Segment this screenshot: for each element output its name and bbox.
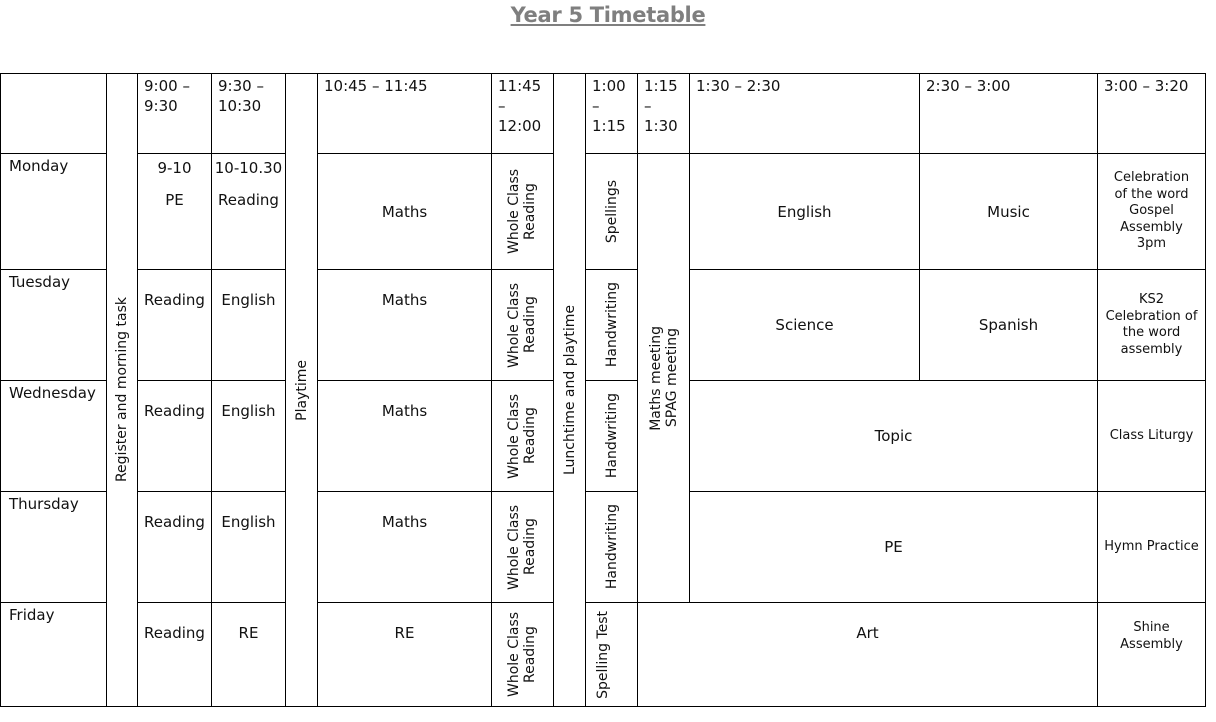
tuesday-c10-cell: Spanish <box>919 269 1098 381</box>
monday-c1-subject: PE <box>165 191 184 209</box>
tuesday-c5-subject: Whole Class Reading <box>505 282 538 368</box>
register-label: Register and morning task <box>114 297 130 483</box>
header-time-0130: 1:30 – 2:30 <box>689 73 920 154</box>
monday-c5-cell <box>491 153 554 270</box>
header-time-0300: 3:00 – 3:20 <box>1097 73 1206 154</box>
thursday-c7-subject: Handwriting <box>603 504 620 590</box>
lunchtime-column <box>553 73 586 707</box>
thursday-c9-cell: PE <box>689 491 1098 603</box>
wednesday-c9-cell: Topic <box>689 380 1098 492</box>
friday-c7-subject: Spelling Test <box>594 610 611 699</box>
tuesday-c1-cell: Reading <box>137 269 212 381</box>
monday-c1-cell <box>137 153 212 270</box>
day-label-tuesday: Tuesday <box>0 269 107 381</box>
playtime-column <box>285 73 318 707</box>
friday-c11-cell: Shine Assembly <box>1097 602 1206 707</box>
friday-c7-cell <box>585 602 638 707</box>
thursday-c11-cell: Hymn Practice <box>1097 491 1206 603</box>
page-title: Year 5 Timetable <box>510 3 706 27</box>
wednesday-c7-subject: Handwriting <box>603 393 620 479</box>
wednesday-c2-cell: English <box>211 380 286 492</box>
thursday-c5-cell <box>491 491 554 603</box>
maths-meeting-label: Maths meeting <box>647 325 664 431</box>
header-time-0230: 2:30 – 3:00 <box>919 73 1098 154</box>
wednesday-c4-cell: Maths <box>317 380 492 492</box>
monday-c2-time: 10-10.30 <box>214 159 283 177</box>
wednesday-c1-cell: Reading <box>137 380 212 492</box>
wednesday-c5-cell <box>491 380 554 492</box>
tuesday-c9-cell: Science <box>689 269 920 381</box>
playtime-label: Playtime <box>293 359 310 421</box>
monday-c7-subject: Spellings <box>603 179 620 244</box>
thursday-c4-cell: Maths <box>317 491 492 603</box>
tuesday-c7-subject: Handwriting <box>603 282 620 368</box>
day-label-thursday: Thursday <box>0 491 107 603</box>
monday-c2-subject: Reading <box>218 191 279 209</box>
tuesday-c5-cell <box>491 269 554 381</box>
day-label-wednesday: Wednesday <box>0 380 107 492</box>
wednesday-c7-cell <box>585 380 638 492</box>
thursday-c7-cell <box>585 491 638 603</box>
header-time-0115: 1:15 – 1:30 <box>637 73 690 154</box>
header-time-1045: 10:45 – 11:45 <box>317 73 492 154</box>
monday-c10-cell: Music <box>919 153 1098 270</box>
header-time-0930: 9:30 – 10:30 <box>211 73 286 154</box>
spag-meeting-label: SPAG meeting <box>663 328 680 428</box>
tuesday-c2-cell: English <box>211 269 286 381</box>
friday-c2-cell: RE <box>211 602 286 707</box>
day-label-monday: Monday <box>0 153 107 270</box>
header-time-1145: 11:45 – 12:00 <box>491 73 554 154</box>
friday-c4-cell: RE <box>317 602 492 707</box>
thursday-c2-cell: English <box>211 491 286 603</box>
header-time-0900: 9:00 – 9:30 <box>137 73 212 154</box>
register-column <box>106 73 138 707</box>
meeting-column <box>637 153 690 603</box>
monday-c9-cell: English <box>689 153 920 270</box>
day-label-friday: Friday <box>0 602 107 707</box>
lunchtime-label: Lunchtime and playtime <box>561 304 578 475</box>
monday-c4-cell: Maths <box>317 153 492 270</box>
friday-c1-cell: Reading <box>137 602 212 707</box>
wednesday-c11-cell: Class Liturgy <box>1097 380 1206 492</box>
monday-c5-subject: Whole Class Reading <box>505 168 538 255</box>
header-time-0100: 1:00 – 1:15 <box>585 73 638 154</box>
header-corner-cell <box>0 73 107 154</box>
monday-c1-time: 9-10 <box>157 159 192 177</box>
tuesday-c11-cell: KS2 Celebration of the word assembly <box>1097 269 1206 381</box>
tuesday-c7-cell <box>585 269 638 381</box>
thursday-c5-subject: Whole Class Reading <box>505 504 538 590</box>
thursday-c1-cell: Reading <box>137 491 212 603</box>
friday-c5-subject: Whole Class Reading <box>505 611 538 698</box>
tuesday-c4-cell: Maths <box>317 269 492 381</box>
friday-art-cell: Art <box>637 602 1098 707</box>
monday-c7-cell <box>585 153 638 270</box>
friday-c5-cell <box>491 602 554 707</box>
monday-c2-cell <box>211 153 286 270</box>
wednesday-c5-subject: Whole Class Reading <box>505 393 538 479</box>
monday-c11-cell: Celebration of the word Gospel Assembly 3pm <box>1097 153 1206 270</box>
